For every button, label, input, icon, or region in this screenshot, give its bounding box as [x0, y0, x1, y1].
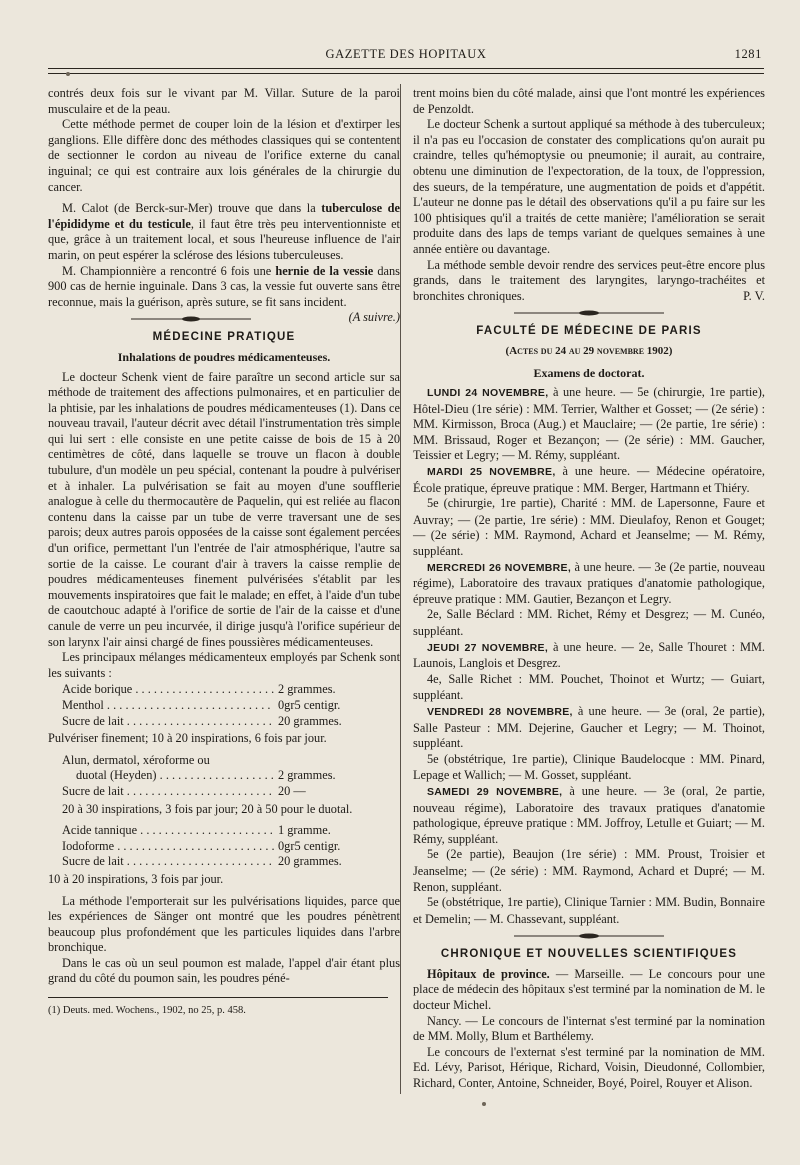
recipe-line: Sucre de lait . . . 20 —: [62, 784, 362, 800]
footnote-rule: [48, 997, 388, 998]
exam-entry: 5e (chirurgie, 1re partie), Charité : MM. de Lapersonne, Faure et Auvray; — (2e partie, 1re série) : MM. Dieulafoy, Renon et Gouget; — (2e série) : MM. Raymond, Achard et Jeanselme; — M. Rémy, suppléant.: [413, 496, 765, 559]
paragraph: La méthode semble devoir rendre des services peut-être encore plus grands, dans le traitement des laryngites, laryngo-trachéites et bronchites chroniques. P. V.: [413, 257, 765, 303]
section-title: CHRONIQUE ET NOUVELLES SCIENTIFIQUES: [440, 948, 738, 961]
recipe-line: Sucre de lait . . . 20 grammes.: [62, 714, 362, 730]
exam-entry: LUNDI 24 NOVEMBRE, à une heure. — 5e (chirurgie, 1re partie), Hôtel-Dieu (1re série) : MM. Terrier, Walther et Gosset; — (2e série) : MM. Kirmisson, Broca (Aug.) et Mauclaire; — (2e partie, 1re série) : MM. Brissaud, Roger et Bezançon; — (2e série) : MM. Gaucher, Teissier et Legry; — M. Rémy, suppléant.: [413, 385, 765, 463]
left-column: [48, 86, 400, 1018]
paragraph: La méthode l'emporterait sur les pulvérisations liquides, parce que les expériences de Sänger ont montré que les poudres pénètrent beaucoup plus profondément que les particules liquides dans l'arbre bronchique.: [48, 893, 400, 955]
paragraph: M. Championnière a rencontré 6 fois une hernie de la vessie dans 900 cas de hernie inguinale. Dans 3 cas, la vessie fut ouverte sans être reconnue, mais la guérison, après suture, se fit sans incident. (A suivre.): [48, 263, 400, 325]
section-ornament: [48, 316, 335, 322]
exam-entry: 5e (obstétrique, 1re partie), Clinique Tarnier : MM. Budin, Bonnaire et Demelin; — M. Chassevant, suppléant.: [413, 895, 765, 926]
recipe-note: 20 à 30 inspirations, 3 fois par jour; 20 à 50 pour le duotal.: [62, 801, 353, 816]
section-subtitle: (Actes du 24 au 29 novembre 1902): [505, 344, 673, 357]
recipe-line: duotal (Heyden) . . . 2 grammes.: [62, 768, 362, 784]
to-be-continued: (A suivre.): [348, 310, 400, 325]
exam-entry: 5e (2e partie), Beaujon (1re série) : MM. Proust, Troisier et Jeanselme; — (2e série) : MM. Raymond, Achard et Dupré; — M. Renon, suppléant.: [413, 847, 765, 894]
section-ornament: [413, 310, 765, 316]
paragraph: contrés deux fois sur le vivant par M. Villar. Suture de la paroi musculaire et de la peau.: [48, 86, 400, 116]
exam-entry: VENDREDI 28 NOVEMBRE, à une heure. — 3e (oral, 2e partie), Salle Pasteur : MM. Dejerine, Gaucher et Legry; — M. Thoinot, suppléant.: [413, 703, 765, 751]
exam-entry: MERCREDI 26 NOVEMBRE, à une heure. — 3e (2e partie, nouveau régime), Laboratoire des travaux pratiques d'anatomie pathologique, épreuve pratique : MM. Gautier, Bezançon et Legry.: [413, 559, 765, 606]
recipe-heading: Alun, dermatol, xéroforme ou: [62, 752, 210, 767]
recipe-line: Iodoforme . . . 0gr5 centigr.: [62, 839, 362, 855]
exam-entry: 5e (obstétrique, 1re partie), Clinique Baudelocque : MM. Pinard, Lepage et Wallich; — M. Gosset, suppléant.: [413, 751, 765, 783]
recipe-line: Acide borique . . . 2 grammes.: [62, 682, 362, 698]
section-ornament: [413, 933, 765, 939]
recipe-3: [62, 823, 362, 870]
news-item: Hôpitaux de province. — Marseille. — Le concours pour une place de médecin des hôpitaux s'est terminé par la nomination de M. le docteur Michel.: [413, 966, 765, 1013]
exam-entry: SAMEDI 29 NOVEMBRE, à une heure. — 3e (oral, 2e partie, nouveau régime), Laboratoire des travaux pratiques d'anatomie pathologique, épreuve pratique : MM. Joffroy, Letulle et Guiart; — M. Rémy, suppléant.: [413, 783, 765, 846]
journal-title: GAZETTE DES HOPITAUX: [325, 47, 487, 61]
exam-entry: 4e, Salle Richet : MM. Pouchet, Thoinot et Wurtz; — Guiart, suppléant.: [413, 671, 765, 703]
section-title: FACULTÉ DE MÉDECINE DE PARIS: [476, 325, 702, 338]
running-header: [48, 44, 764, 64]
recipe-1: [62, 682, 362, 729]
exam-entry: JEUDI 27 NOVEMBRE, à une heure. — 2e, Salle Thouret : MM. Launois, Langlois et Desgrez.: [413, 639, 766, 671]
header-rule: [48, 68, 764, 74]
exam-entry: 2e, Salle Béclard : MM. Richet, Rémy et Desgrez; — M. Cunéo, suppléant.: [413, 607, 765, 638]
news-item: Nancy. — Le concours de l'internat s'est terminé par la nomination de MM. Molly, Blum et Barthélemy.: [413, 1013, 765, 1044]
ink-spot: [482, 1102, 486, 1106]
footnote: (1) Deuts. med. Wochens., 1902, no 25, p. 458.: [48, 1005, 246, 1017]
paragraph: Dans le cas où un seul poumon est malade, l'appel d'air étant plus grand du côté du poumon sain, les poudres péné-: [48, 955, 400, 986]
paragraph: Cette méthode permet de couper loin de la lésion et d'extirper les ganglions. Elle diffère donc des méthodes classiques qui se contentent de sectionner le cordon au niveau de l'orifice externe du canal inguinal; ce qui est contraire aux lois générales de la chirurgie du cancer.: [48, 117, 400, 194]
ink-spot: [66, 72, 70, 76]
section-title: MÉDECINE PRATIQUE: [152, 331, 296, 344]
exam-entry: MARDI 25 NOVEMBRE, à une heure. — Médecine opératoire, École pratique, épreuve pratique : MM. Berger, Hartmann et Thiéry.: [413, 464, 765, 495]
paragraph: M. Calot (de Berck-sur-Mer) trouve que dans la tuberculose de l'épididyme et du testicule, il faut être très peu interventionniste et que, grâce à un traitement local, et sous l'heureuse influence de l'air marin, on peut espérer la sclérose des lésions tuberculeuses.: [48, 201, 401, 262]
recipe-note: 10 à 20 inspirations, 3 fois par jour.: [48, 871, 224, 886]
right-column: [413, 86, 765, 1092]
recipe-line: Sucre de lait . . . 20 grammes.: [62, 854, 362, 870]
paragraph: Le docteur Schenk a surtout appliqué sa méthode à des tuberculeux; il n'a pas eu l'occasion de constater des complications qu'on aurait pu craindre, telles qu'hémoptysie ou pneumonie; il aurait, au contraire, obtenu une diminution de l'expectoration, de la toux, de l'oppression, des sueurs, de la température, une augmentation de poids et d'appétit. L'auteur ne donne pas le détail des observations qu'il a pu faire sur les 100 phtisiques qu'il a traités de cette manière; l'amélioration se serait produite dans des laps de temps variant de quelques semaines à une année entière ou davantage.: [413, 117, 765, 256]
article-title: Examens de doctorat.: [533, 365, 645, 380]
paragraph: trent moins bien du côté malade, ainsi que l'ont montré les expériences de Penzoldt.: [413, 86, 765, 116]
recipe-line: Acide tannique . . . 1 gramme.: [62, 823, 362, 839]
column-divider: [400, 84, 401, 1094]
author-initials: P. V.: [743, 288, 765, 303]
recipe-line: Menthol . . . 0gr5 centigr.: [62, 698, 362, 714]
page-number: 1281: [734, 47, 762, 61]
paragraph: Les principaux mélanges médicamenteux employés par Schenk sont les suivants :: [48, 650, 400, 680]
news-item: Le concours de l'externat s'est terminé par la nomination de MM. Ed. Lévy, Parisot, Hérique, Richard, Voisin, Dieudonné, Collombier, Richard, Conter, Antoine, Schneider, Boyé, Poirel, Rouyer et Alison.: [413, 1044, 765, 1091]
article-title: Inhalations de poudres médicamenteuses.: [117, 349, 331, 364]
recipe-note: Pulvériser finement; 10 à 20 inspirations, 6 fois par jour.: [48, 731, 327, 746]
paragraph: Le docteur Schenk vient de faire paraître un second article sur sa méthode de traitement des affections pulmonaires, et en particulier de la phtisie, par les inhalations de poudres médicamenteuses (1). Dans ce nouveau travail, l'auteur décrit avec détail l'instrumentation très simple qui lui sert : elle consiste en une petite caisse de bois de 15 à 20 centimètres de côté, dans laquelle se trouve un flacon à double tubulure, d'un modèle un peu spécial, contenant la poudre à pulvériser et à inhaler. La pulvérisation se fait au moyen d'une soufflerie analogue à celle du thermocautère de Paquelin, qui est reliée au flacon contenu dans la caisse par un tube de verre traversant une de ses parois; deux autres parois opposées de la caisse sont également percées d'un orifice, permettant l'un l'entrée de l'air atmosphérique, l'autre sa sortie de la caisse. Le courant d'air à travers la caisse remplie de poudres médicamenteuses finement pulvérisées s'établit par les mouvements inspiratoires que fait le malade; en effet, à l'aide d'un tube de caoutchouc adapté à l'orifice de sortie de l'air de la caisse et d'une canule de verre un peu incurvée, il dirige jusqu'à l'orifice supérieur de son larynx l'air ainsi chargé de fines poussières médicamenteuses.: [48, 369, 400, 649]
recipe-2: [62, 753, 362, 800]
